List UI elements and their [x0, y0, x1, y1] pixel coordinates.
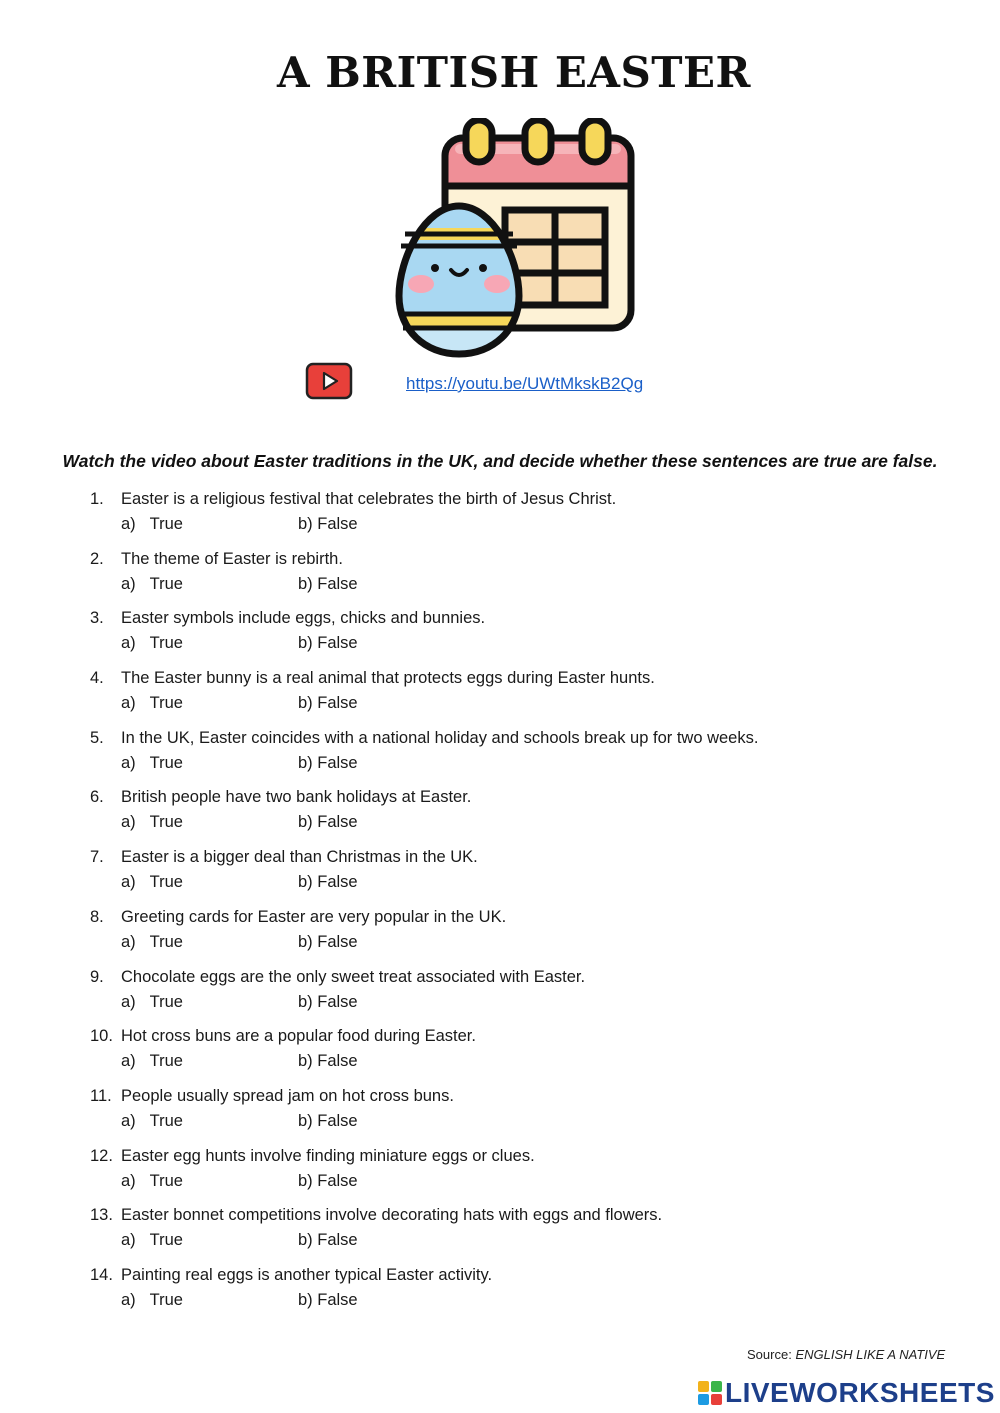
- question-text: Painting real eggs is another typical Easter activity.: [121, 1265, 493, 1284]
- option-a-text: True: [149, 1290, 183, 1309]
- option-a-marker: a): [121, 873, 136, 892]
- question-number: 8.: [90, 907, 104, 926]
- question-text: People usually spread jam on hot cross buns.: [121, 1086, 454, 1105]
- question-item: [90, 1147, 950, 1207]
- option-true[interactable]: [121, 993, 183, 1012]
- easter-egg-calendar-icon: [395, 118, 637, 360]
- option-a-text: True: [149, 873, 183, 892]
- question-number: 7.: [90, 848, 104, 867]
- question-number: 3.: [90, 609, 104, 628]
- option-a-text: True: [149, 1111, 183, 1130]
- option-false[interactable]: b) False: [298, 515, 358, 533]
- question-text: Hot cross buns are a popular food during Easter.: [121, 1027, 476, 1046]
- page-title: A BRITISH EASTER: [277, 48, 751, 97]
- option-a-marker: a): [121, 694, 136, 713]
- question-text: Easter symbols include eggs, chicks and bunnies.: [121, 609, 486, 628]
- option-true[interactable]: [121, 1112, 183, 1131]
- question-text: Easter is a religious festival that celebrates the birth of Jesus Christ.: [121, 490, 617, 508]
- youtube-play-icon[interactable]: [305, 362, 353, 400]
- question-text: Greeting cards for Easter are very popular in the UK.: [121, 907, 507, 926]
- question-number: 14.: [90, 1265, 113, 1284]
- liveworksheets-logo[interactable]: [697, 1378, 995, 1408]
- question-number: 1.: [90, 490, 104, 508]
- option-false[interactable]: b) False: [298, 1231, 358, 1250]
- option-true[interactable]: [121, 1291, 183, 1310]
- question-text: Easter is a bigger deal than Christmas in the UK.: [121, 848, 478, 867]
- source-label: Source:: [747, 1347, 792, 1362]
- brand-text: LIVEWORKSHEETS: [725, 1377, 995, 1408]
- question-text: Easter egg hunts involve finding miniature eggs or clues.: [121, 1146, 535, 1165]
- liveworksheets-grid-icon: [697, 1380, 723, 1406]
- option-a-marker: a): [121, 753, 136, 772]
- option-a-text: True: [149, 1231, 183, 1250]
- question-number: 10.: [90, 1027, 113, 1046]
- option-a-text: True: [149, 813, 183, 832]
- option-a-text: True: [149, 1052, 183, 1071]
- option-a-marker: a): [121, 1052, 136, 1071]
- question-text: British people have two bank holidays at Easter.: [121, 788, 472, 807]
- question-text: The Easter bunny is a real animal that protects eggs during Easter hunts.: [121, 669, 655, 688]
- option-a-text: True: [149, 574, 183, 593]
- option-false[interactable]: b) False: [298, 813, 358, 832]
- option-false[interactable]: b) False: [298, 574, 358, 593]
- option-true[interactable]: [121, 754, 183, 773]
- option-a-marker: a): [121, 992, 136, 1011]
- option-true[interactable]: [121, 873, 183, 892]
- question-number: 6.: [90, 788, 104, 807]
- option-true[interactable]: [121, 634, 183, 653]
- question-item: [90, 1206, 950, 1266]
- option-a-marker: a): [121, 574, 136, 593]
- option-false[interactable]: b) False: [298, 1171, 358, 1190]
- question-item: [90, 729, 950, 789]
- option-a-marker: a): [121, 932, 136, 951]
- option-true[interactable]: [121, 933, 183, 952]
- question-item: [90, 1027, 950, 1087]
- question-number: 4.: [90, 669, 104, 688]
- question-number: 5.: [90, 728, 104, 747]
- option-true[interactable]: [121, 1172, 183, 1191]
- question-item: [90, 669, 950, 729]
- option-a-text: True: [149, 1171, 183, 1190]
- option-a-text: True: [149, 753, 183, 772]
- question-number: 9.: [90, 967, 104, 986]
- option-a-marker: a): [121, 515, 136, 533]
- option-false[interactable]: b) False: [298, 753, 358, 772]
- option-a-text: True: [149, 634, 183, 653]
- question-list: [90, 490, 950, 1326]
- question-item: [90, 609, 950, 669]
- source-name: ENGLISH LIKE A NATIVE: [795, 1347, 946, 1362]
- question-item: [90, 968, 950, 1028]
- question-item: [90, 908, 950, 968]
- question-number: 13.: [90, 1206, 113, 1225]
- option-true[interactable]: [121, 1052, 183, 1071]
- question-item: [90, 848, 950, 908]
- option-false[interactable]: b) False: [298, 992, 358, 1011]
- question-text: Chocolate eggs are the only sweet treat associated with Easter.: [121, 967, 586, 986]
- question-text: The theme of Easter is rebirth.: [121, 549, 343, 568]
- option-a-marker: a): [121, 1111, 136, 1130]
- question-item: [90, 1266, 950, 1326]
- source-credit: [747, 1347, 945, 1362]
- question-item: [90, 788, 950, 848]
- question-number: 11.: [90, 1086, 112, 1105]
- option-false[interactable]: b) False: [298, 634, 358, 653]
- option-true[interactable]: [121, 694, 183, 713]
- option-true[interactable]: [121, 515, 183, 534]
- instructions: Watch the video about Easter traditions in the UK, and decide whether these sentences are true are false.: [62, 451, 938, 471]
- question-item: [90, 490, 950, 550]
- option-a-marker: a): [121, 1290, 136, 1309]
- option-a-text: True: [149, 694, 183, 713]
- option-a-text: True: [149, 992, 183, 1011]
- option-false[interactable]: b) False: [298, 694, 358, 713]
- option-false[interactable]: b) False: [298, 932, 358, 951]
- question-item: [90, 1087, 950, 1147]
- option-a-text: True: [149, 932, 183, 951]
- option-false[interactable]: b) False: [298, 1052, 358, 1071]
- option-a-text: True: [149, 515, 183, 533]
- video-link[interactable]: https://youtu.be/UWtMkskB2Qg: [406, 374, 644, 393]
- question-text: Easter bonnet competitions involve decorating hats with eggs and flowers.: [121, 1206, 663, 1225]
- option-false[interactable]: b) False: [298, 1290, 358, 1309]
- option-false[interactable]: b) False: [298, 873, 358, 892]
- question-number: 2.: [90, 549, 104, 568]
- option-true[interactable]: [121, 1231, 183, 1250]
- option-true[interactable]: [121, 813, 183, 832]
- option-a-marker: a): [121, 1171, 136, 1190]
- question-item: [90, 550, 950, 610]
- option-a-marker: a): [121, 634, 136, 653]
- option-a-marker: a): [121, 1231, 136, 1250]
- option-false[interactable]: b) False: [298, 1111, 358, 1130]
- option-a-marker: a): [121, 813, 136, 832]
- question-number: 12.: [90, 1146, 113, 1165]
- option-true[interactable]: [121, 575, 183, 594]
- question-text: In the UK, Easter coincides with a national holiday and schools break up for two weeks.: [121, 728, 759, 747]
